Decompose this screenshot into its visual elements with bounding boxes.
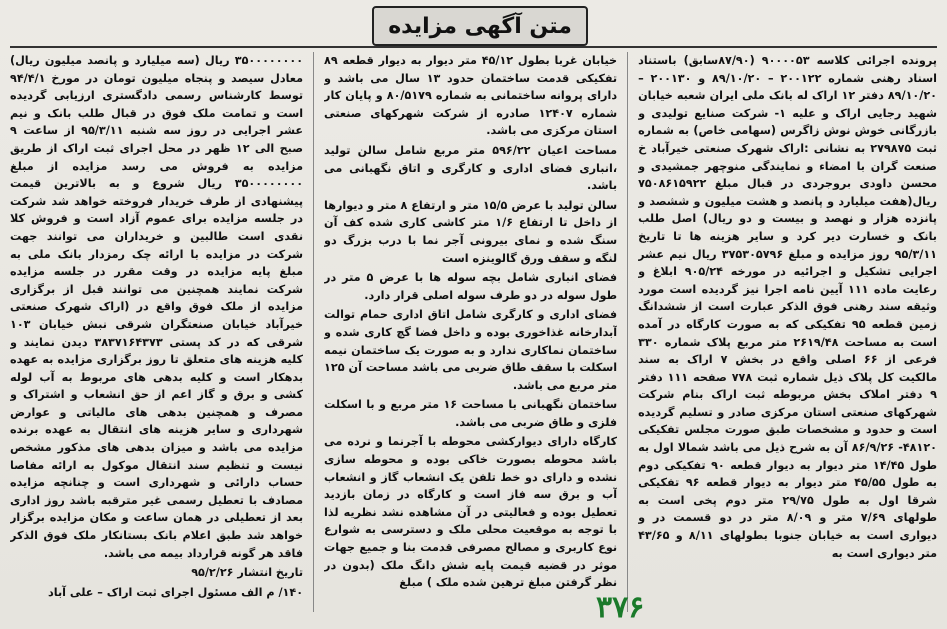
paragraph: مساحت اعیان ۵۹۶/۲۲ متر مربع شامل سالن تولید ،انباری فضای اداری و کارگری و اتاق نگهبانی می باشد. xyxy=(324,143,618,193)
paragraph: کارگاه دارای دیوارکشی محوطه با آجرنما و نرده می باشد محوطه بصورت خاکی بوده و محوطه سازی نشده و دارای دو خط تلفن یک انشعاب گاز و انشعاب آب و برق سه فاز است و کارگاه در زمان بازدید تعطیل بوده و فعالیتی در آن مشاهده نشد نظریه لذا با توجه به موقعیت محلی ملک و دسترسی به شوارع نوع کاربری و مصالح مصرفی قدمت بنا و جمیع جهات موثر در قضیه قیمت پایه شش دانگ ملک (بدون در نظر گرفتن مبلغ ترهین شده ملک ) مبلغ xyxy=(324,435,618,590)
paragraph: ۳۵۰۰۰۰۰۰۰۰ ریال (سه میلیارد و پانصد میلیون ریال) معادل سیصد و پنجاه میلیون تومان در مورخ ۹۴/۴/۱ توسط کارشناس رسمی دادگستری ارزیابی گردیده است و تمامت ملک فوق در قبال طلب بانک و نیم عشر اجرایی در روز سه شنبه ۹۵/۳/۱۱ از ساعت ۹ صبح الی ۱۲ ظهر در محل اجرای ثبت اراک از طریق مزایده به فروش می رسد مزایده از مبلغ ۳۵۰۰۰۰۰۰۰۰ ریال شروع و به بالاترین قیمت پیشنهادی از طرف خریدار فروخته خواهد شد شرکت در جلسه مزایده برای عموم آزاد است و فروش کلا نقدی است طالبین و خریداران می توانند جهت شرکت در مزایده با ارائه چک رمزدار بانک ملی به مبلغ پایه مزایده در وقت مقرر در جلسه مزایده شرکت نمایند همچنین می توانند قبل از برگزاری مزایده از ملک فوق واقع در (اراک شهرک صنعتی خیرآباد خیابان صنعتگران شرقی نبش خیابان ۱۰۳ شرقی که در کد پستی ۳۸۳۷۱۶۴۳۷۳ دیدن نمایند و کلیه هزینه های متعلق تا روز برگزاری مزایده به عهده بدهکار است و کلیه بدهی های مربوط به آب لوله کشی و برق و گاز اعم از حق انشعاب و اشتراک و مصرف و همچنین بدهی های مالیاتی و عوارض شهرداری و سایر هزینه های انتقال به عهده برنده مزایده می باشد و میزان بدهی های مذکور مشخص نیست و تنظیم سند انتقال موکول به ارائه مفاصا حساب دارائی و شهرداری است و چنانچه مزایده مصادف با تعطیل رسمی غیر مترقبه باشد روز اداری بعد از تعطیلی در همان ساعت و مکان مزایده برگزار خواهد شد طبق اعلام بانک بستانکار ملک فوق الذکر فاقد هر گونه قرارداد بیمه می باشد. xyxy=(9,54,304,560)
paragraph: ساختمان نگهبانی با مساحت ۱۶ متر مربع و با اسکلت فلزی و طاق ضربی می باشد. xyxy=(324,398,618,429)
column-left xyxy=(10,52,303,612)
publish-date: تاریخ انتشار ۹۵/۲/۲۶ xyxy=(191,566,304,580)
paragraph: خیابان غربا بطول ۴۵/۱۲ متر دیوار به دیوار قطعه ۸۹ تفکیکی قدمت ساختمان حدود ۱۳ سال می باشد و دارای پروانه ساختمانی به شماره ۸۰/۵۱۷۹ و پایان کار شماره ۱۲۴۰۷ صادره از شرکت شهرکهای صنعتی استان مرکزی می باشد. xyxy=(324,54,618,138)
signature-line: ۱۴۰/ م الف مسئول اجرای ثبت اراک – علی آباد xyxy=(48,585,304,599)
paragraph: پرونده اجرائی کلاسه ۹۰۰۰۰۵۳ (۸۷/۹۰سابق) باستناد اسناد رهنی شماره ۲۰۰۱۲۲ – ۸۹/۱۰/۲۰ و ۲۰۰۱۳۰ – ۸۹/۱۰/۲۰ دفتر ۱۲ اراک له بانک ملی ایران شعبه خیابان شهید رجایی اراک و علیه ۱- شرکت صنایع تولیدی و بازرگانی خوش نوش زاگرس (سهامی خاص) به شماره ثبت ۲۷۹۸۷۵ به نشانی :اراک شهرک صنعتی خیرآباد خ صنعت گران با امضاء و نمایندگی منوچهر جمشیدی و محسن داودی بروجردی در قبال مبلغ ۷۵۰۸۶۱۵۹۲۲ ریال(هفت میلیارد و پانصد و هشت میلیون و ششصد و پانزده هزار و نهصد و بیست و دو ریال) اصل طلب بانک و خسارت دیر کرد و سایر هزینه ها تا تاریخ ۹۵/۳/۱۱ روز مزایده و مبلغ ۳۷۵۳۰۵۷۹۶ ریال نیم عشر اجرایی تشکیل و اجرائیه در مورخه ۹۰۵/۲۴ ابلاغ و رعایت ماده ۱۱۱ آیین نامه اجرا نیز گردیده است مورد وثیقه سند رهنی فوق الذکر عبارت است از ششدانگ زمین قطعه ۹۵ تفکیکی که به صورت کارگاه در آمده است به مساحت ۲۶۱۹/۴۸ متر مربع پلاک شماره ۳۳۰ فرعی از ۶۶ اصلی واقع در بخش ۷ اراک به سند مالکیت کل پلاک ذیل شماره ثبت ۷۷۸ صفحه ۱۱۱ دفتر ۹ دفتر املاک بخش مربوطه ثبت اراک بنام شرکت شهرکهای صنعتی استان مرکزی صادر و تسلیم گردیده است و حدود و مشخصات طبق صورت مجلس تفکیکی ۴۸۱۲۰- ۸۶/۹/۲۶ آن به شرح ذیل می باشد شمالا اول به طول ۱۴/۴۵ متر دیوار به دیوار قطعه ۹۰ تفکیکی دوم به طول ۴۵/۵۵ متر دیوار به دیوار قطعه ۹۶ تفکیکی شرقا اول به طول ۲۹/۷۵ متر دوم پخی است به طولهای ۷/۶۹ متر و ۸/۰۹ متر در دو قسمت در و دیواری است به خیابان جنوبا بطولهای ۸/۱۱ و ۴۳/۶۵ متر دیواری است به xyxy=(638,54,937,560)
column-divider xyxy=(313,52,314,612)
handwritten-annotation: ۳۷۶ xyxy=(596,590,645,625)
column-divider xyxy=(627,52,628,612)
column-middle xyxy=(324,52,617,612)
paragraph: فضای انباری شامل بچه سوله ها با عرض ۵ متر در طول سوله در دو طرف سوله اصلی قرار دارد. xyxy=(324,271,618,302)
column-right xyxy=(638,52,937,612)
header-divider xyxy=(10,46,937,48)
text-columns xyxy=(10,52,937,612)
paragraph: فضای اداری و کارگری شامل اتاق اداری حمام توالت آبدارخانه غذاخوری بوده و داخل فضا گچ کاری شده و ساختمان نماکاری ندارد و به صورت یک ساختمان نیمه اسکلت با سقف طاق ضربی می باشد مساحت آن ۱۲۵ متر مربع می باشد. xyxy=(324,308,618,392)
page-title: متن آگهی مزایده xyxy=(372,6,588,46)
paragraph: سالن تولید با عرض ۱۵/۵ متر و ارتفاع ۸ متر و دیوارها از داخل تا ارتفاع ۱/۶ متر کاشی کاری شده کف آن سنگ شده و نمای بیرونی آجر نما با درب بزرگ دو لنگه و سقف ورق گالوینزه است xyxy=(324,198,618,265)
